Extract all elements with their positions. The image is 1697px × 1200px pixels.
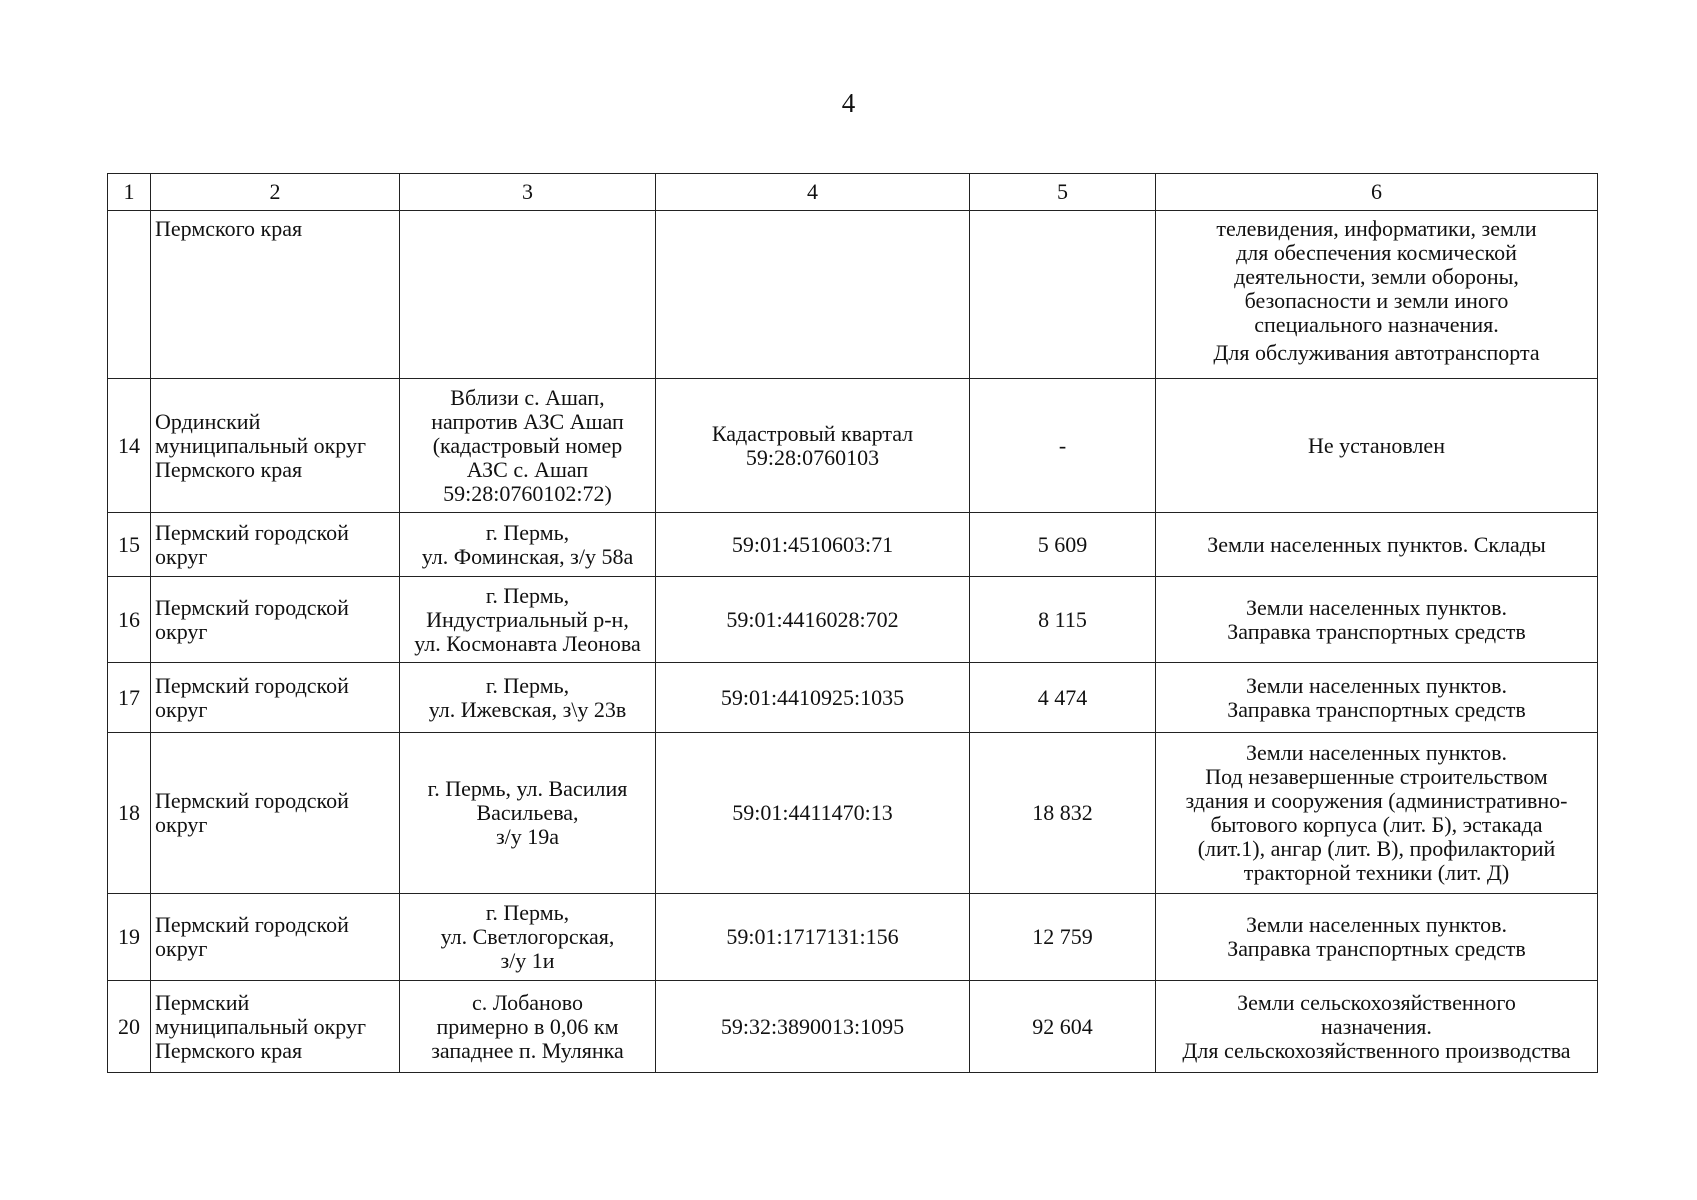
- cell-text: для обеспечения космической: [1236, 240, 1517, 265]
- cell-text: 59:28:0760103: [745, 444, 880, 470]
- cell-text: округ: [155, 543, 208, 569]
- district-cell: [151, 733, 400, 894]
- cell-text: муниципальный округ: [155, 1013, 367, 1039]
- area-cell: 5 609: [970, 513, 1156, 577]
- cell-text: Васильева,: [476, 800, 579, 825]
- cell-text: западнее п. Мулянка: [431, 1037, 624, 1063]
- cell-text: 59:01:4510603:71: [731, 531, 894, 557]
- cell-text: Земли сельскохозяйственного: [1237, 989, 1516, 1015]
- cell-text: напротив АЗС Ашап: [431, 408, 624, 434]
- cadastral-number-cell: [656, 663, 970, 733]
- cell-text: (лит.1), ангар (лит. В), профилакторий: [1197, 836, 1556, 861]
- location-cell: [400, 513, 656, 577]
- cell-text: Пермский: [155, 989, 250, 1015]
- cell-text: АЗС с. Ашап: [466, 456, 589, 482]
- land-plots-table: [107, 173, 1598, 1073]
- cell-text: округ: [155, 696, 208, 722]
- table-row: [108, 211, 1598, 379]
- row-number-cell: 20: [108, 981, 151, 1073]
- cell-text: ул. Космонавта Леонова: [414, 630, 641, 656]
- cell-text: Пермский городской: [155, 788, 349, 813]
- cell-text: Для обслуживания автотранспорта: [1213, 340, 1540, 365]
- cell-text: Под незавершенные строительством: [1205, 764, 1548, 789]
- cell-text: г. Пермь,: [485, 582, 570, 608]
- cell-text: Пермский городской: [155, 672, 349, 698]
- cadastral-number-cell: [656, 981, 970, 1073]
- cadastral-number-cell: [656, 379, 970, 513]
- column-header: 3: [400, 174, 656, 211]
- row-number-cell: 15: [108, 513, 151, 577]
- area-cell: [970, 211, 1156, 379]
- cell-text: Индустриальный р-н,: [426, 606, 629, 632]
- area-cell: 12 759: [970, 894, 1156, 981]
- area-cell: 8 115: [970, 577, 1156, 663]
- row-number-cell: 19: [108, 894, 151, 981]
- cell-text: 59:01:4410925:1035: [720, 684, 905, 710]
- location-cell: [400, 981, 656, 1073]
- cell-text: з/у 19а: [495, 824, 560, 849]
- district-cell: [151, 981, 400, 1073]
- table-header-row: [108, 174, 1598, 211]
- table-row: [108, 379, 1598, 513]
- purpose-cell: [1156, 513, 1598, 577]
- cell-text: 59:28:0760102:72): [443, 480, 612, 506]
- purpose-cell: [1156, 894, 1598, 981]
- cadastral-number-cell: [656, 211, 970, 379]
- column-header: 5: [970, 174, 1156, 211]
- cell-text: бытового корпуса (лит. Б), эстакада: [1210, 812, 1543, 837]
- cell-text: муниципальный округ: [155, 432, 367, 458]
- cadastral-number-cell: [656, 513, 970, 577]
- purpose-cell: [1156, 577, 1598, 663]
- cell-text: Заправка транспортных средств: [1227, 618, 1526, 644]
- table-row: [108, 577, 1598, 663]
- cell-text: Пермский городской: [155, 594, 349, 620]
- district-cell: [151, 577, 400, 663]
- cell-text: з/у 1и: [500, 948, 555, 973]
- purpose-cell: [1156, 211, 1598, 379]
- area-cell: 92 604: [970, 981, 1156, 1073]
- cell-text: безопасности и земли иного: [1244, 288, 1509, 313]
- row-number-cell: 17: [108, 663, 151, 733]
- cell-text: тракторной техники (лит. Д): [1243, 860, 1510, 885]
- cell-text: Земли населенных пунктов.: [1245, 672, 1508, 698]
- location-cell: [400, 379, 656, 513]
- cell-text: деятельности, земли обороны,: [1234, 264, 1519, 289]
- cell-text: Кадастровый квартал: [711, 420, 914, 446]
- cell-text: округ: [155, 618, 208, 644]
- column-header: 2: [151, 174, 400, 211]
- cell-text: 59:01:4416028:702: [726, 606, 899, 632]
- cell-text: Земли населенных пунктов.: [1245, 594, 1508, 620]
- cell-text: Для сельскохозяйственного производства: [1182, 1037, 1571, 1063]
- page-number: 4: [841, 88, 856, 118]
- district-cell: [151, 379, 400, 513]
- cell-text: Пермский городской: [155, 912, 349, 937]
- cell-text: г. Пермь,: [485, 900, 570, 925]
- cell-text: Заправка транспортных средств: [1227, 696, 1526, 722]
- cell-text: Пермский городской: [155, 519, 349, 545]
- cell-text: Ординский: [155, 408, 261, 434]
- purpose-cell: [1156, 663, 1598, 733]
- area-cell: -: [970, 379, 1156, 513]
- purpose-cell: [1156, 981, 1598, 1073]
- column-header: 1: [108, 174, 151, 211]
- cell-text: г. Пермь, ул. Василия: [427, 776, 628, 801]
- cell-text: телевидения, информатики, земли: [1216, 216, 1537, 241]
- row-number-cell: [108, 211, 151, 379]
- area-cell: 18 832: [970, 733, 1156, 894]
- cell-text: округ: [155, 936, 208, 961]
- cell-text: ул. Светлогорская,: [440, 924, 615, 949]
- cell-text: Земли населенных пунктов.: [1245, 740, 1508, 765]
- district-cell: [151, 513, 400, 577]
- cell-text: здания и сооружения (административно-: [1185, 788, 1568, 813]
- table-row: [108, 894, 1598, 981]
- cell-text: г. Пермь,: [485, 519, 570, 545]
- cell-text: ул. Фоминская, з/у 58а: [421, 543, 634, 569]
- cell-text: Пермского края: [155, 216, 303, 241]
- row-number-cell: 16: [108, 577, 151, 663]
- cell-text: г. Пермь,: [485, 672, 570, 698]
- cell-text: назначения.: [1321, 1013, 1432, 1039]
- cell-text: специального назначения.: [1254, 312, 1499, 337]
- cell-text: примерно в 0,06 км: [436, 1013, 619, 1039]
- cell-text: Земли населенных пунктов.: [1245, 912, 1508, 937]
- cell-text: округ: [155, 812, 208, 837]
- purpose-cell: [1156, 733, 1598, 894]
- location-cell: [400, 894, 656, 981]
- location-cell: [400, 211, 656, 379]
- column-header: 4: [656, 174, 970, 211]
- district-cell: [151, 894, 400, 981]
- cell-text: Вблизи с. Ашап,: [450, 384, 605, 410]
- location-cell: [400, 663, 656, 733]
- cell-text: с. Лобаново: [471, 989, 584, 1015]
- location-cell: [400, 733, 656, 894]
- row-number-cell: 14: [108, 379, 151, 513]
- table-row: [108, 733, 1598, 894]
- table-row: [108, 981, 1598, 1073]
- cell-text: 59:01:4411470:13: [732, 800, 893, 825]
- area-cell: 4 474: [970, 663, 1156, 733]
- cadastral-number-cell: [656, 577, 970, 663]
- cadastral-number-cell: [656, 894, 970, 981]
- cell-text: Земли населенных пунктов. Склады: [1207, 531, 1546, 557]
- district-cell: [151, 211, 400, 379]
- purpose-cell: [1156, 379, 1598, 513]
- district-cell: [151, 663, 400, 733]
- table-row: [108, 663, 1598, 733]
- cadastral-number-cell: [656, 733, 970, 894]
- cell-text: 59:32:3890013:1095: [720, 1013, 905, 1039]
- table-row: [108, 513, 1598, 577]
- cell-text: ул. Ижевская, з\у 23в: [428, 696, 627, 722]
- location-cell: [400, 577, 656, 663]
- cell-text: Пермского края: [155, 456, 303, 482]
- cell-text: Не установлен: [1308, 432, 1445, 458]
- cell-text: 59:01:1717131:156: [726, 924, 899, 949]
- cell-text: (кадастровый номер: [432, 432, 623, 458]
- row-number-cell: 18: [108, 733, 151, 894]
- column-header: 6: [1156, 174, 1598, 211]
- cell-text: Заправка транспортных средств: [1227, 936, 1526, 961]
- cell-text: Пермского края: [155, 1037, 303, 1063]
